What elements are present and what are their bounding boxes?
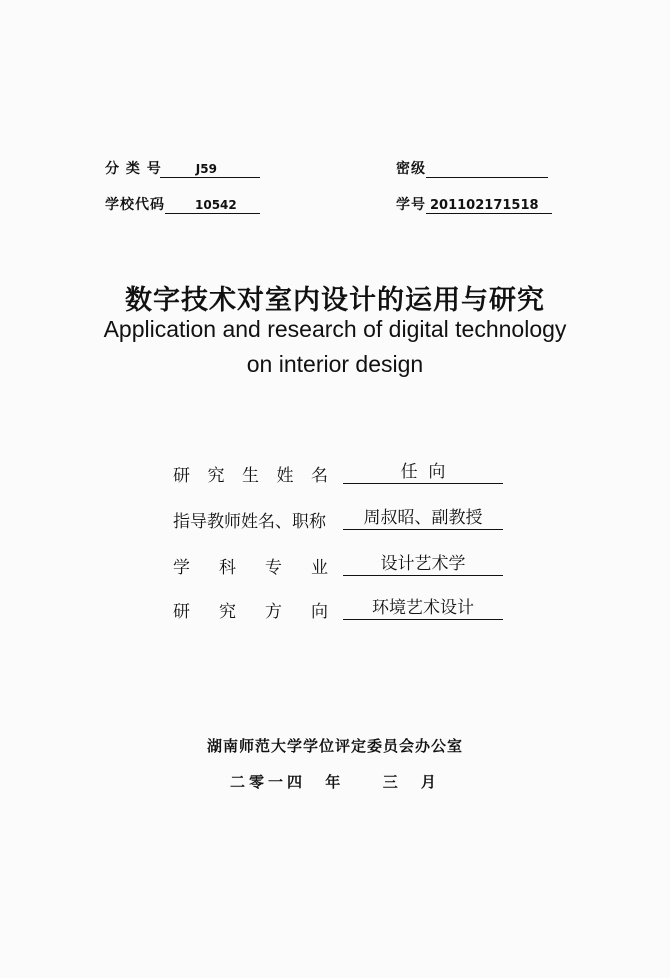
secret-level-field: [396, 158, 548, 178]
info-value: 任 向: [343, 461, 503, 484]
info-value: 环境艺术设计: [343, 597, 503, 620]
secret-level-value: [426, 161, 548, 178]
info-value: 设计艺术学: [343, 553, 503, 576]
title-chinese: 数字技术对室内设计的运用与研究: [125, 285, 545, 316]
title-english-line-1: Application and research of digital technology: [103, 316, 567, 342]
school-code-field: [105, 194, 260, 214]
organization: 湖南师范大学学位评定委员会办公室: [206, 737, 463, 755]
classification-field: [105, 158, 260, 178]
info-label: 学 科 专 业: [173, 558, 328, 578]
title-english-line-2: on interior design: [246, 351, 424, 377]
school-code-value: 10542: [165, 197, 260, 214]
student-id-value: 201102171518: [426, 197, 552, 214]
title-english: [0, 312, 670, 382]
info-label: 研 究 生 姓 名: [173, 466, 328, 486]
info-label: 指导教师姓名、职称: [173, 512, 326, 532]
classification-value: J59: [160, 161, 260, 178]
student-id-field: [396, 194, 552, 214]
date: 二零一四 年 三 月: [230, 773, 440, 791]
classification-label: 分 类 号: [105, 161, 162, 177]
info-value: 周叔昭、副教授: [343, 507, 503, 530]
secret-level-label: 密级: [396, 161, 426, 177]
info-label: 研 究 方 向: [173, 602, 328, 622]
school-code-label: 学校代码: [105, 197, 165, 213]
student-id-label: 学号: [396, 197, 426, 213]
